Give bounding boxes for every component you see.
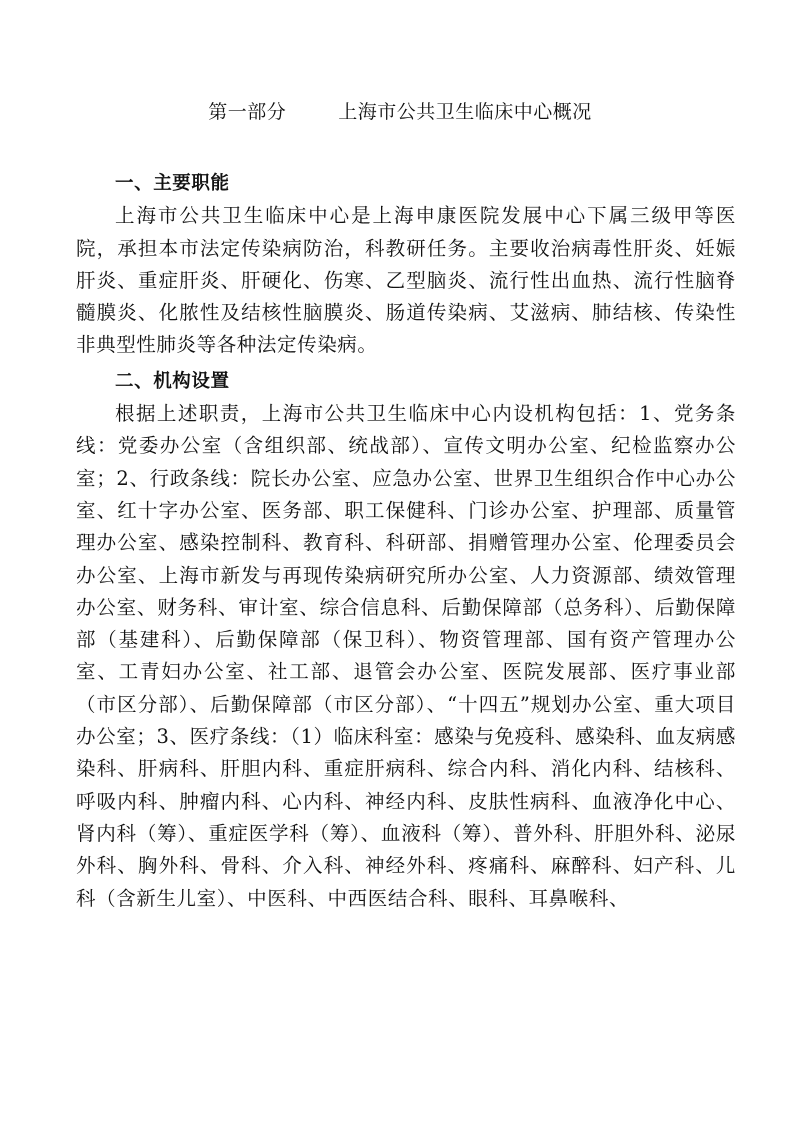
document-body (76, 168, 736, 915)
title-name: 上海市公共卫生临床中心概况 (338, 101, 592, 123)
section-heading-organization: 二、机构设置 (115, 370, 230, 392)
section-paragraph-main-functions: 上海市公共卫生临床中心是上海申康医院发展中心下属三级甲等医院，承担本市法定传染病防治，科教研任务。主要收治病毒性肝炎、妊娠肝炎、重症肝炎、肝硬化、伤寒、乙型脑炎、流行性出血热、流行性脑脊髓膜炎、化脓性及结核性脑膜炎、肠道传染病、艾滋病、肺结核、传染性非典型性肺炎等各种法定传染病。 (76, 204, 736, 357)
page-title (0, 97, 800, 124)
section-heading-main-functions: 一、主要职能 (115, 173, 230, 194)
section-paragraph-organization: 根据上述职责，上海市公共卫生临床中心内设机构包括：1、党务条线：党委办公室（含组织部、统战部）、宣传文明办公室、纪检监察办公室；2、行政条线：院长办公室、应急办公室、世界卫生组织合作中心办公室、红十字办公室、医务部、职工保健科、门诊办公室、护理部、质量管理办公室、感染控制科、教育科、科研部、捐赠管理办公室、伦理委员会办公室、上海市新发与再现传染病研究所办公室、人力资源部、绩效管理办公室、财务科、审计室、综合信息科、后勤保障部（总务科）、后勤保障部（基建科）、后勤保障部（保卫科）、物资管理部、国有资产管理办公室、工青妇办公室、社工部、退管会办公室、医院发展部、医疗事业部（市区分部）、后勤保障部（市区分部）、“十四五”规划办公室、重大项目办公室；3、医疗条线：（1）临床科室：感染与免疫科、感染科、血友病感染科、肝病科、肝胆内科、重症肝病科、综合内科、消化内科、结核科、呼吸内科、肿瘤内科、心内科、神经内科、皮肤性病科、血液净化中心、肾内科（筹）、重症医学科（筹）、血液科（筹）、普外科、肝胆外科、泌尿外科、胸外科、骨科、介入科、神经外科、疼痛科、麻醉科、妇产科、儿科（含新生儿室）、中医科、中西医结合科、眼科、耳鼻喉科、 (76, 402, 736, 910)
title-part-label: 第一部分 (208, 101, 287, 123)
